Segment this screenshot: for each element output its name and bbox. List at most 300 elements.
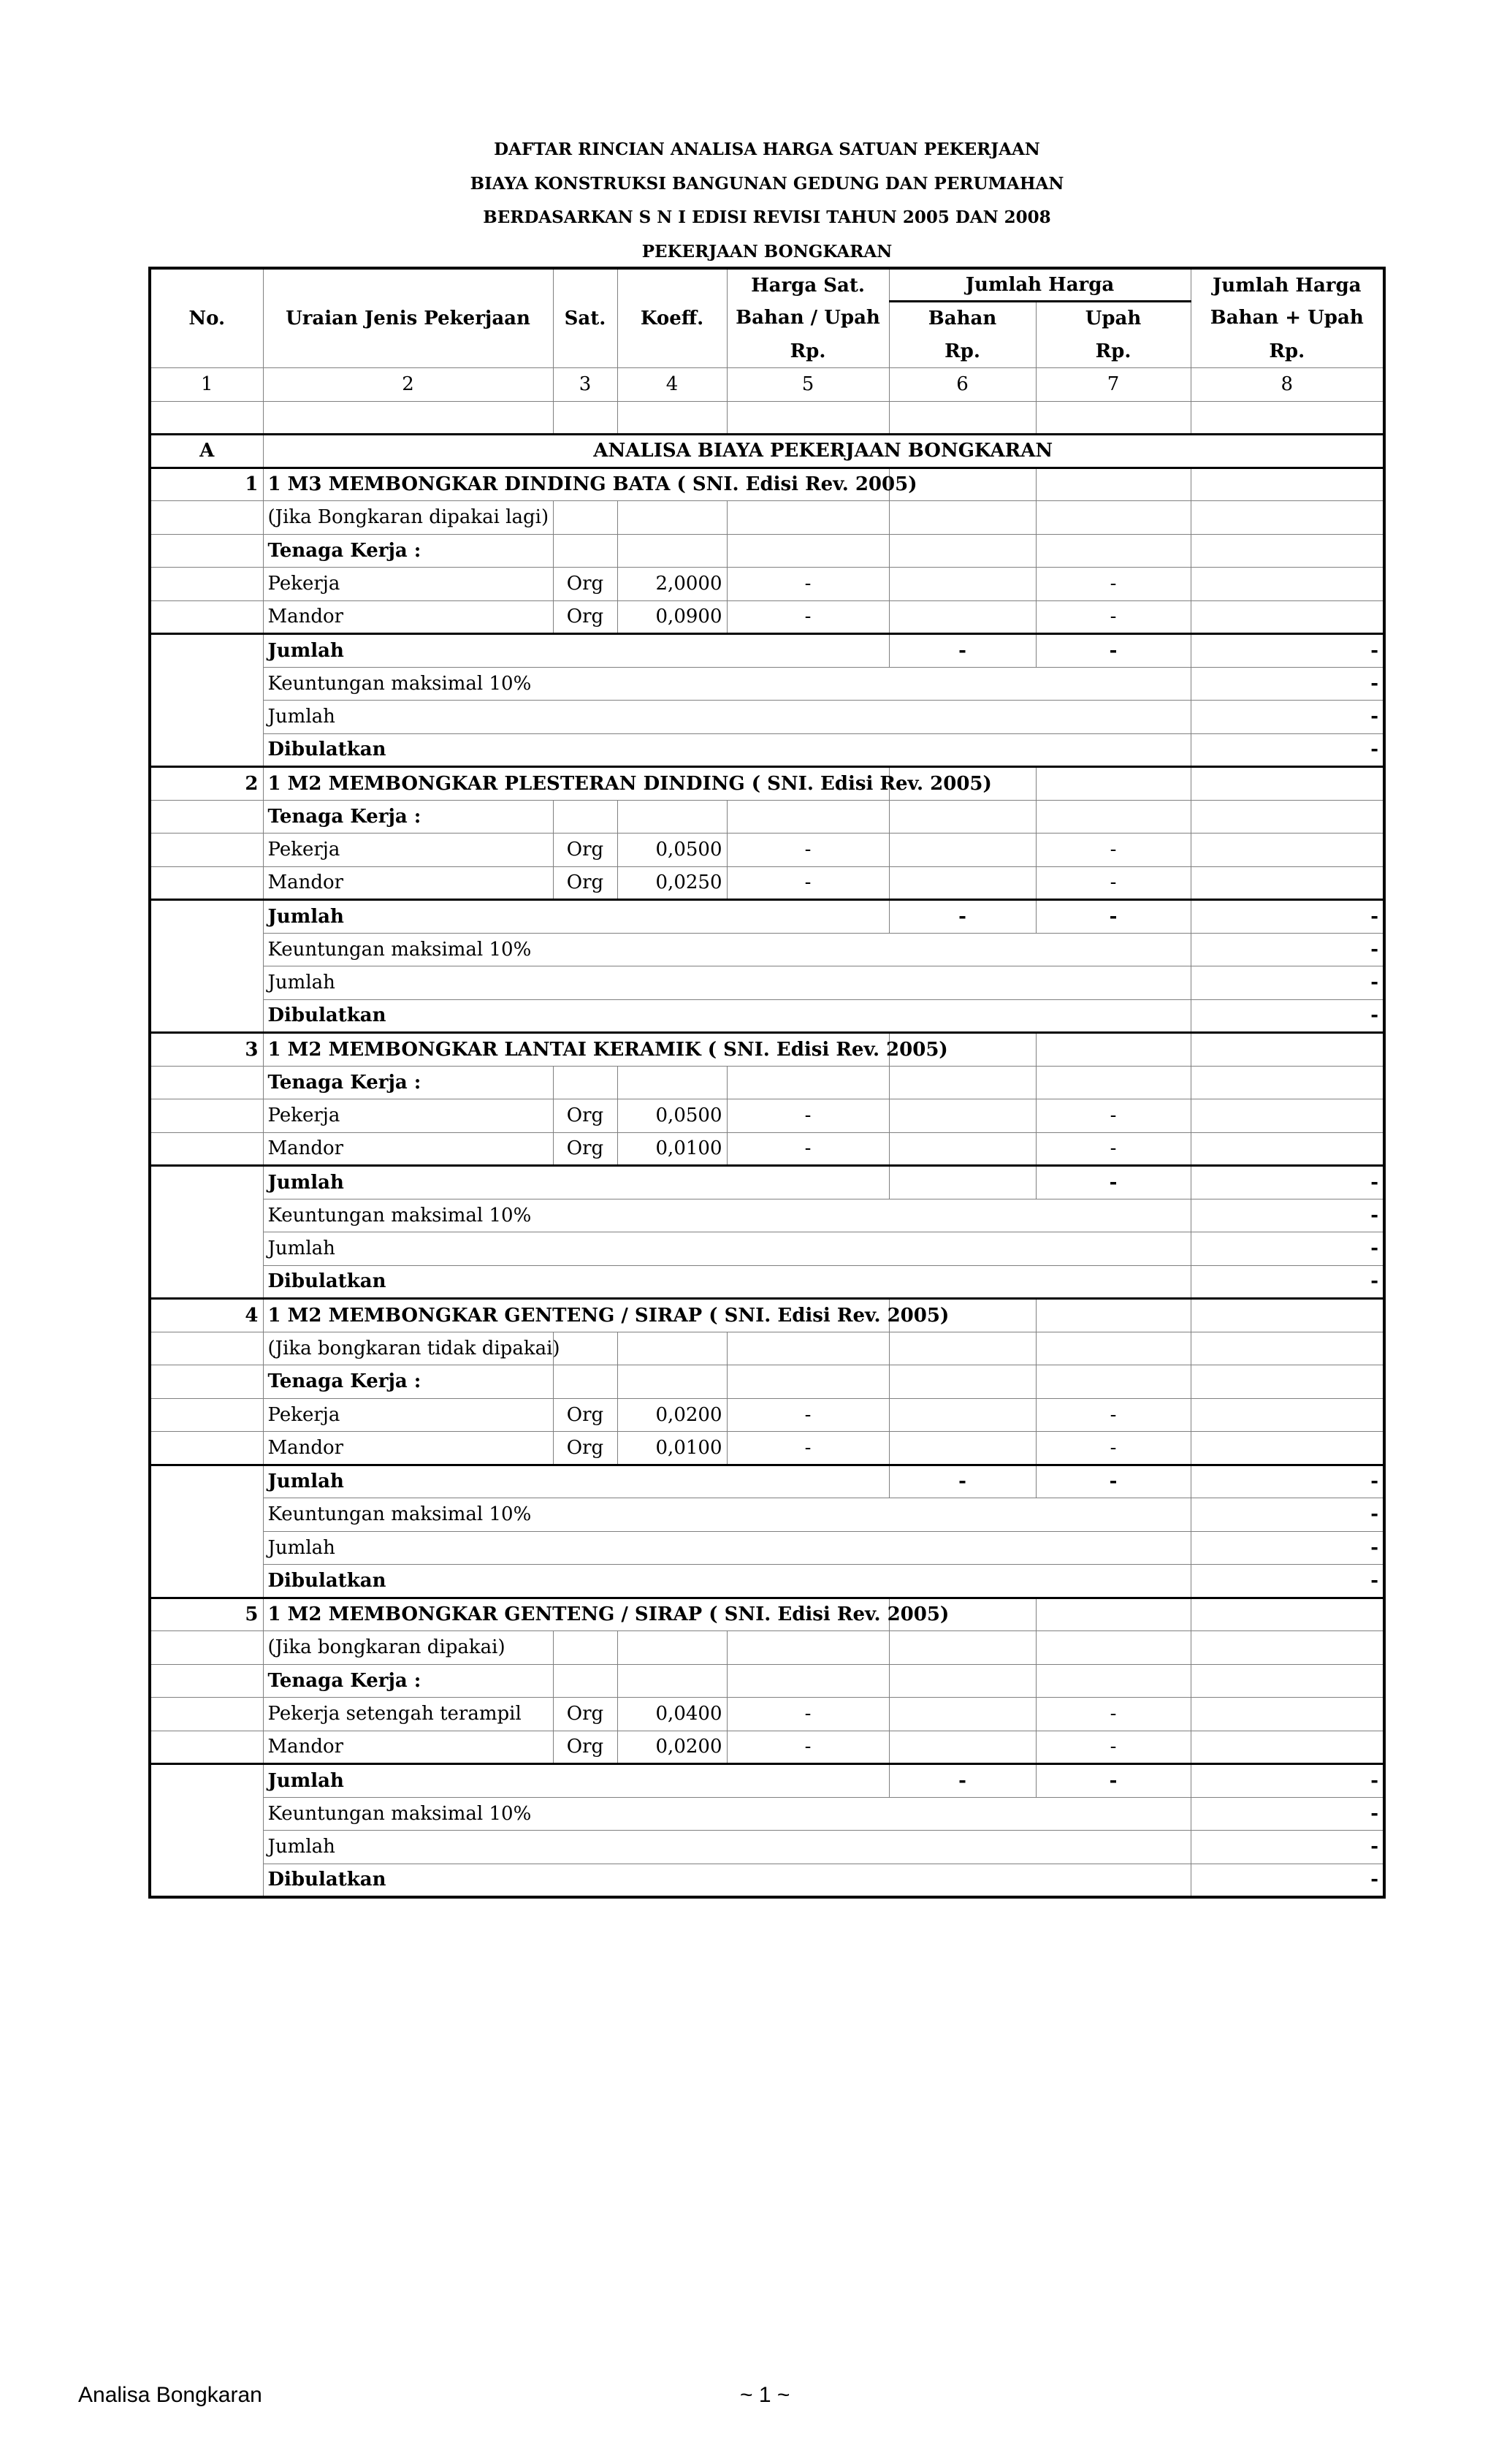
empty-cell [889, 1398, 1036, 1432]
empty-cell [889, 1132, 1036, 1166]
empty-cell [150, 600, 263, 634]
empty-cell [150, 1731, 263, 1764]
empty-cell [1191, 534, 1384, 568]
tenaga-kerja-row [150, 800, 1384, 834]
empty-cell [889, 600, 1036, 634]
empty-cell [1191, 1731, 1384, 1764]
empty-cell [1036, 1033, 1191, 1067]
worker-unit-price: - [727, 1731, 889, 1764]
worker-name: Mandor [263, 1731, 553, 1764]
keuntungan-row [150, 1797, 1384, 1831]
empty-cell [727, 800, 889, 834]
item-title-row [150, 468, 1384, 501]
worker-unit: Org [553, 1432, 617, 1465]
tenaga-kerja-row [150, 1664, 1384, 1698]
empty-cell [1191, 501, 1384, 535]
empty-cell [1036, 468, 1191, 501]
empty-cell [263, 401, 553, 435]
item-title: 1 M2 MEMBONGKAR PLESTERAN DINDING ( SNI. Edisi Rev. 2005) [263, 767, 889, 801]
worker-unit-price: - [727, 568, 889, 601]
dibulatkan-row [150, 1864, 1384, 1897]
empty-cell [150, 866, 263, 900]
dibulatkan-row [150, 1565, 1384, 1598]
title-line-4: PEKERJAAN BONGKARAN [641, 241, 893, 262]
empty-cell [889, 834, 1036, 867]
jumlah-after-profit-label: Jumlah [263, 701, 1191, 734]
empty-cell [1191, 1398, 1384, 1432]
jumlah-after-profit-row [150, 1531, 1384, 1565]
jumlah-after-profit-total: - [1191, 1831, 1384, 1864]
empty-cell [150, 1631, 263, 1665]
empty-cell [150, 1166, 263, 1299]
jumlah-label: Jumlah [263, 1465, 889, 1498]
item-number: 2 [150, 767, 263, 801]
empty-cell [1036, 1365, 1191, 1399]
worker-upah: - [1036, 1698, 1191, 1731]
jumlah-bahan: - [889, 1764, 1036, 1798]
empty-cell [1036, 800, 1191, 834]
item-title: 1 M3 MEMBONGKAR DINDING BATA ( SNI. Edisi Rev. 2005) [263, 468, 889, 501]
keuntungan-label: Keuntungan maksimal 10% [263, 667, 1191, 701]
jumlah-total: - [1191, 1166, 1384, 1199]
empty-cell [553, 401, 617, 435]
empty-cell [553, 800, 617, 834]
jumlah-after-profit-label: Jumlah [263, 1831, 1191, 1864]
item-number: 4 [150, 1299, 263, 1332]
tenaga-kerja-label: Tenaga Kerja : [263, 1365, 553, 1399]
jumlah-after-profit-row [150, 1232, 1384, 1266]
worker-unit: Org [553, 1731, 617, 1764]
worker-name: Mandor [263, 600, 553, 634]
empty-cell [150, 501, 263, 535]
worker-name: Pekerja [263, 568, 553, 601]
empty-cell [617, 800, 727, 834]
item-note: (Jika Bongkaran dipakai lagi) [263, 501, 553, 535]
empty-cell [150, 568, 263, 601]
worker-upah: - [1036, 1099, 1191, 1133]
title-line-1: DAFTAR RINCIAN ANALISA HARGA SATUAN PEKERJAAN [494, 140, 1040, 159]
empty-cell [1191, 1631, 1384, 1665]
keuntungan-total: - [1191, 1199, 1384, 1232]
empty-cell [1191, 1698, 1384, 1731]
header-koeff: Koeff. [617, 268, 727, 368]
empty-cell [1036, 534, 1191, 568]
empty-cell [1191, 1332, 1384, 1365]
keuntungan-label: Keuntungan maksimal 10% [263, 933, 1191, 966]
jumlah-after-profit-total: - [1191, 701, 1384, 734]
jumlah-total: - [1191, 1465, 1384, 1498]
jumlah-label: Jumlah [263, 900, 889, 934]
empty-cell [727, 1365, 889, 1399]
empty-cell [1036, 501, 1191, 535]
col-number: 6 [889, 368, 1036, 402]
jumlah-upah: - [1036, 1166, 1191, 1199]
section-title: ANALISA BIAYA PEKERJAAN BONGKARAN [263, 435, 1384, 468]
empty-cell [1191, 767, 1384, 801]
item-title-row [150, 1598, 1384, 1631]
tenaga-kerja-row [150, 1365, 1384, 1399]
jumlah-bahan [889, 1166, 1036, 1199]
empty-cell [889, 1066, 1036, 1099]
empty-cell [1036, 1332, 1191, 1365]
empty-cell [889, 1099, 1036, 1133]
empty-cell [553, 534, 617, 568]
worker-row [150, 1731, 1384, 1764]
empty-cell [889, 501, 1036, 535]
empty-cell [889, 866, 1036, 900]
empty-cell [889, 800, 1036, 834]
empty-cell [617, 1332, 727, 1365]
empty-cell [1191, 1132, 1384, 1166]
empty-cell [617, 1664, 727, 1698]
worker-unit-price: - [727, 1132, 889, 1166]
jumlah-bahan: - [889, 900, 1036, 934]
header-uraian: Uraian Jenis Pekerjaan [263, 268, 553, 368]
tenaga-kerja-row [150, 534, 1384, 568]
empty-cell [617, 1631, 727, 1665]
worker-coefficient: 0,0250 [617, 866, 727, 900]
empty-cell [1191, 866, 1384, 900]
worker-unit-price: - [727, 1398, 889, 1432]
jumlah-total: - [1191, 900, 1384, 934]
jumlah-after-profit-row [150, 1831, 1384, 1864]
header-no: No. [150, 268, 263, 368]
header-total-3: Rp. [1191, 335, 1384, 368]
keuntungan-label: Keuntungan maksimal 10% [263, 1199, 1191, 1232]
col-number: 4 [617, 368, 727, 402]
dibulatkan-total: - [1191, 1565, 1384, 1598]
worker-unit-price: - [727, 1099, 889, 1133]
worker-coefficient: 0,0500 [617, 834, 727, 867]
empty-cell [1191, 568, 1384, 601]
empty-cell [727, 1631, 889, 1665]
col-number: 8 [1191, 368, 1384, 402]
jumlah-total: - [1191, 634, 1384, 668]
item-note-row [150, 1332, 1384, 1365]
empty-cell [617, 1066, 727, 1099]
worker-coefficient: 0,0900 [617, 600, 727, 634]
col-number: 3 [553, 368, 617, 402]
header-total-2: Bahan + Upah [1191, 302, 1384, 335]
dibulatkan-total: - [1191, 999, 1384, 1033]
empty-cell [727, 1332, 889, 1365]
empty-row [150, 401, 1384, 435]
worker-row [150, 1432, 1384, 1465]
jumlah-row [150, 900, 1384, 934]
jumlah-label: Jumlah [263, 1166, 889, 1199]
empty-cell [617, 534, 727, 568]
item-number: 5 [150, 1598, 263, 1631]
empty-cell [150, 900, 263, 1033]
empty-cell [727, 501, 889, 535]
worker-name: Mandor [263, 1432, 553, 1465]
item-title: 1 M2 MEMBONGKAR GENTENG / SIRAP ( SNI. Edisi Rev. 2005) [263, 1598, 889, 1631]
title-line-3: BERDASARKAN S N I EDISI REVISI TAHUN 2005 DAN 2008 [483, 207, 1051, 227]
worker-unit: Org [553, 600, 617, 634]
worker-row [150, 834, 1384, 867]
header-bahan: Bahan [889, 302, 1036, 335]
empty-cell [617, 501, 727, 535]
header-upah: Upah [1036, 302, 1191, 335]
dibulatkan-label: Dibulatkan [263, 1265, 1191, 1299]
empty-cell [150, 634, 263, 767]
empty-cell [889, 1698, 1036, 1731]
empty-cell [150, 1432, 263, 1465]
header-jumlah-harga: Jumlah Harga [889, 268, 1191, 302]
dibulatkan-label: Dibulatkan [263, 999, 1191, 1033]
empty-cell [727, 1066, 889, 1099]
item-number: 3 [150, 1033, 263, 1067]
keuntungan-label: Keuntungan maksimal 10% [263, 1498, 1191, 1532]
jumlah-after-profit-label: Jumlah [263, 1531, 1191, 1565]
empty-cell [150, 1332, 263, 1365]
empty-cell [889, 534, 1036, 568]
keuntungan-row [150, 933, 1384, 966]
worker-row [150, 1398, 1384, 1432]
col-number: 1 [150, 368, 263, 402]
jumlah-after-profit-total: - [1191, 1531, 1384, 1565]
worker-coefficient: 0,0200 [617, 1398, 727, 1432]
header-upah-rp: Rp. [1036, 335, 1191, 368]
empty-cell [150, 1132, 263, 1166]
section-row [150, 435, 1384, 468]
empty-cell [889, 1332, 1036, 1365]
jumlah-total: - [1191, 1764, 1384, 1798]
footer-page-number: ~ 1 ~ [740, 2383, 790, 2407]
item-number: 1 [150, 468, 263, 501]
empty-cell [1036, 1598, 1191, 1631]
empty-cell [1191, 1033, 1384, 1067]
empty-cell [150, 1664, 263, 1698]
empty-cell [553, 1332, 617, 1365]
keuntungan-row [150, 1498, 1384, 1532]
dibulatkan-total: - [1191, 1265, 1384, 1299]
empty-cell [1191, 1432, 1384, 1465]
keuntungan-total: - [1191, 667, 1384, 701]
header-row-1 [150, 268, 1384, 302]
jumlah-upah: - [1036, 634, 1191, 668]
col-number: 5 [727, 368, 889, 402]
empty-cell [1191, 468, 1384, 501]
worker-upah: - [1036, 568, 1191, 601]
section-code: A [150, 435, 263, 468]
item-note-row [150, 1631, 1384, 1665]
worker-upah: - [1036, 1731, 1191, 1764]
jumlah-after-profit-total: - [1191, 1232, 1384, 1266]
worker-upah: - [1036, 834, 1191, 867]
worker-row [150, 1698, 1384, 1731]
jumlah-row [150, 1465, 1384, 1498]
empty-cell [1036, 1066, 1191, 1099]
worker-upah: - [1036, 1398, 1191, 1432]
header-harga-sat-1: Harga Sat. [727, 268, 889, 302]
empty-cell [1191, 834, 1384, 867]
worker-unit-price: - [727, 600, 889, 634]
jumlah-after-profit-label: Jumlah [263, 1232, 1191, 1266]
dibulatkan-label: Dibulatkan [263, 1864, 1191, 1897]
worker-name: Pekerja [263, 1099, 553, 1133]
worker-row [150, 1099, 1384, 1133]
empty-cell [150, 401, 263, 435]
keuntungan-label: Keuntungan maksimal 10% [263, 1797, 1191, 1831]
keuntungan-row [150, 667, 1384, 701]
document-titles [150, 133, 1384, 269]
dibulatkan-row [150, 999, 1384, 1033]
jumlah-upah: - [1036, 900, 1191, 934]
tenaga-kerja-label: Tenaga Kerja : [263, 1066, 553, 1099]
dibulatkan-total: - [1191, 733, 1384, 767]
worker-unit: Org [553, 568, 617, 601]
worker-unit: Org [553, 1132, 617, 1166]
jumlah-after-profit-row [150, 701, 1384, 734]
worker-upah: - [1036, 1132, 1191, 1166]
worker-coefficient: 0,0400 [617, 1698, 727, 1731]
keuntungan-row [150, 1199, 1384, 1232]
empty-cell [150, 800, 263, 834]
item-note: (Jika bongkaran tidak dipakai) [263, 1332, 553, 1365]
dibulatkan-row [150, 1265, 1384, 1299]
jumlah-upah: - [1036, 1764, 1191, 1798]
item-note-row [150, 501, 1384, 535]
worker-coefficient: 0,0100 [617, 1432, 727, 1465]
item-note: (Jika bongkaran dipakai) [263, 1631, 553, 1665]
col-number: 7 [1036, 368, 1191, 402]
keuntungan-total: - [1191, 933, 1384, 966]
worker-coefficient: 0,0100 [617, 1132, 727, 1166]
column-number-row [150, 368, 1384, 402]
worker-unit: Org [553, 1398, 617, 1432]
empty-cell [1191, 1299, 1384, 1332]
keuntungan-total: - [1191, 1498, 1384, 1532]
item-title-row [150, 767, 1384, 801]
item-title-row [150, 1033, 1384, 1067]
dibulatkan-total: - [1191, 1864, 1384, 1897]
empty-cell [727, 401, 889, 435]
empty-cell [150, 1764, 263, 1897]
empty-cell [553, 1631, 617, 1665]
empty-cell [1036, 1299, 1191, 1332]
empty-cell [727, 534, 889, 568]
empty-cell [889, 568, 1036, 601]
item-title: 1 M2 MEMBONGKAR GENTENG / SIRAP ( SNI. Edisi Rev. 2005) [263, 1299, 889, 1332]
worker-upah: - [1036, 600, 1191, 634]
header-harga-sat-3: Rp. [727, 335, 889, 368]
worker-name: Pekerja setengah terampil [263, 1698, 553, 1731]
empty-cell [1191, 800, 1384, 834]
empty-cell [150, 1698, 263, 1731]
empty-cell [150, 534, 263, 568]
empty-cell [889, 1731, 1036, 1764]
worker-unit-price: - [727, 1698, 889, 1731]
empty-cell [1036, 401, 1191, 435]
dibulatkan-label: Dibulatkan [263, 733, 1191, 767]
jumlah-upah: - [1036, 1465, 1191, 1498]
dibulatkan-label: Dibulatkan [263, 1565, 1191, 1598]
footer-document-name: Analisa Bongkaran [78, 2383, 262, 2407]
empty-cell [727, 1664, 889, 1698]
jumlah-after-profit-label: Jumlah [263, 966, 1191, 1000]
worker-unit-price: - [727, 1432, 889, 1465]
empty-cell [1191, 401, 1384, 435]
jumlah-label: Jumlah [263, 634, 889, 668]
empty-cell [1191, 1664, 1384, 1698]
jumlah-after-profit-total: - [1191, 966, 1384, 1000]
empty-cell [889, 1631, 1036, 1665]
header-sat: Sat. [553, 268, 617, 368]
worker-row [150, 600, 1384, 634]
worker-coefficient: 0,0500 [617, 1099, 727, 1133]
empty-cell [150, 1398, 263, 1432]
worker-unit: Org [553, 1698, 617, 1731]
jumlah-row [150, 634, 1384, 668]
empty-cell [1191, 1066, 1384, 1099]
col-number: 2 [263, 368, 553, 402]
empty-cell [150, 834, 263, 867]
worker-name: Mandor [263, 866, 553, 900]
empty-cell [553, 1664, 617, 1698]
jumlah-row [150, 1764, 1384, 1798]
empty-cell [617, 1365, 727, 1399]
worker-row [150, 568, 1384, 601]
header-total-1: Jumlah Harga [1191, 268, 1384, 302]
empty-cell [1036, 1664, 1191, 1698]
header-bahan-rp: Rp. [889, 335, 1036, 368]
header-harga-sat-2: Bahan / Upah [727, 302, 889, 335]
empty-cell [150, 1365, 263, 1399]
empty-cell [1191, 1365, 1384, 1399]
worker-name: Pekerja [263, 834, 553, 867]
empty-cell [553, 1066, 617, 1099]
worker-unit-price: - [727, 834, 889, 867]
empty-cell [553, 1365, 617, 1399]
tenaga-kerja-label: Tenaga Kerja : [263, 1664, 553, 1698]
empty-cell [889, 401, 1036, 435]
worker-upah: - [1036, 1432, 1191, 1465]
keuntungan-total: - [1191, 1797, 1384, 1831]
worker-name: Mandor [263, 1132, 553, 1166]
title-line-2: BIAYA KONSTRUKSI BANGUNAN GEDUNG DAN PERUMAHAN [470, 173, 1064, 194]
item-title: 1 M2 MEMBONGKAR LANTAI KERAMIK ( SNI. Edisi Rev. 2005) [263, 1033, 889, 1067]
tenaga-kerja-label: Tenaga Kerja : [263, 800, 553, 834]
empty-cell [617, 401, 727, 435]
empty-cell [553, 501, 617, 535]
empty-cell [150, 1099, 263, 1133]
worker-unit-price: - [727, 866, 889, 900]
tenaga-kerja-label: Tenaga Kerja : [263, 534, 553, 568]
worker-unit: Org [553, 866, 617, 900]
empty-cell [150, 1465, 263, 1598]
worker-coefficient: 0,0200 [617, 1731, 727, 1764]
empty-cell [889, 1664, 1036, 1698]
jumlah-bahan: - [889, 1465, 1036, 1498]
jumlah-label: Jumlah [263, 1764, 889, 1798]
worker-row [150, 866, 1384, 900]
dibulatkan-row [150, 733, 1384, 767]
worker-unit: Org [553, 1099, 617, 1133]
empty-cell [889, 1432, 1036, 1465]
empty-cell [1036, 767, 1191, 801]
item-title-row [150, 1299, 1384, 1332]
jumlah-after-profit-row [150, 966, 1384, 1000]
worker-name: Pekerja [263, 1398, 553, 1432]
worker-upah: - [1036, 866, 1191, 900]
empty-cell [1191, 1598, 1384, 1631]
worker-row [150, 1132, 1384, 1166]
tenaga-kerja-row [150, 1066, 1384, 1099]
empty-cell [150, 1066, 263, 1099]
worker-coefficient: 2,0000 [617, 568, 727, 601]
jumlah-bahan: - [889, 634, 1036, 668]
